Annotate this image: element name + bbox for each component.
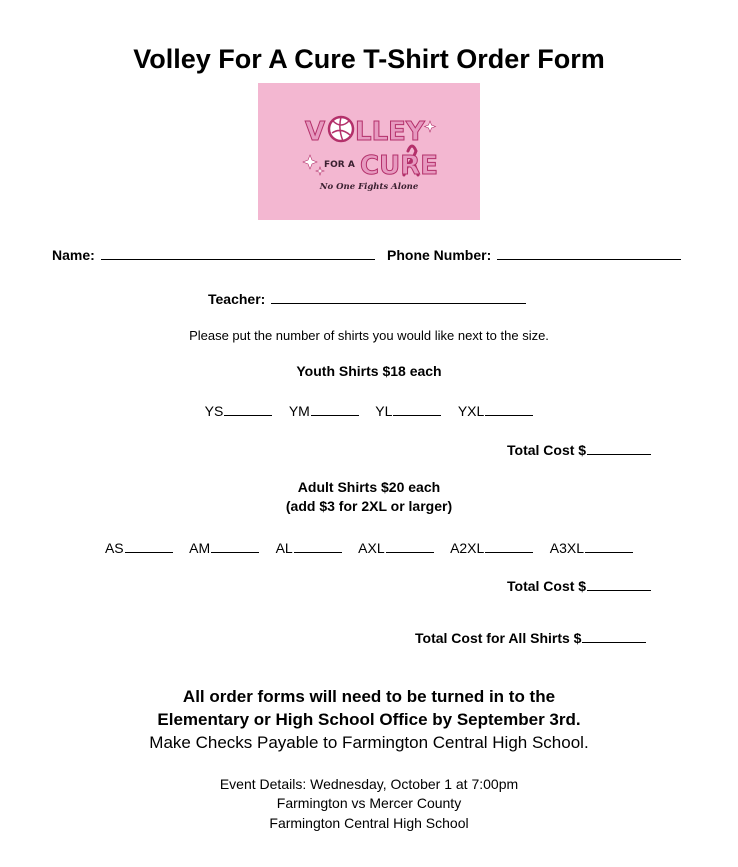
teacher-label: Teacher: bbox=[208, 291, 266, 307]
adult-size-al[interactable] bbox=[276, 538, 342, 556]
name-label: Name: bbox=[52, 247, 95, 263]
youth-heading: Youth Shirts $18 each bbox=[296, 363, 442, 379]
adult-size-as[interactable] bbox=[105, 538, 173, 556]
logo-cure: CURE bbox=[360, 151, 438, 181]
size-label: A3XL bbox=[549, 540, 585, 556]
size-label: YL bbox=[375, 403, 393, 419]
size-label: AS bbox=[104, 540, 124, 556]
grand-total-row[interactable] bbox=[415, 628, 646, 646]
grand-total-label: Total Cost for All Shirts $ bbox=[415, 630, 582, 646]
instructions-text: Please put the number of shirts you would like next to the size. bbox=[189, 328, 549, 343]
logo-tagline: No One Fights Alone bbox=[319, 182, 419, 192]
logo-for-a: FOR A bbox=[324, 160, 355, 170]
adult-size-am[interactable] bbox=[189, 538, 259, 556]
youth-size-ym[interactable] bbox=[289, 401, 359, 419]
volley-for-a-cure-logo bbox=[258, 83, 480, 220]
phone-input-line[interactable] bbox=[497, 245, 681, 260]
event-details: Event Details: Wednesday, October 1 at 7:00pm bbox=[219, 776, 519, 792]
youth-size-ys[interactable] bbox=[205, 401, 273, 419]
name-field-row bbox=[52, 245, 375, 263]
size-label: YS bbox=[204, 403, 224, 419]
youth-size-yl[interactable] bbox=[375, 401, 441, 419]
volleyball-icon bbox=[329, 117, 353, 141]
youth-total-row[interactable] bbox=[507, 440, 651, 458]
notice-line-2: Elementary or High School Office by September 3rd. bbox=[157, 710, 581, 729]
notice-line-1: All order forms will need to be turned in to the bbox=[182, 687, 556, 706]
size-label: YM bbox=[288, 403, 310, 419]
size-label: AL bbox=[275, 540, 293, 556]
youth-size-yxl[interactable] bbox=[458, 401, 533, 419]
adult-size-axl[interactable] bbox=[358, 538, 433, 556]
size-label: AXL bbox=[358, 540, 385, 556]
adult-total-row[interactable] bbox=[507, 576, 651, 594]
size-label: YXL bbox=[457, 403, 485, 419]
adult-heading-price: Adult Shirts $20 each bbox=[297, 479, 441, 495]
teacher-field-row bbox=[208, 289, 526, 307]
adult-heading-note: (add $3 for 2XL or larger) bbox=[285, 498, 453, 514]
adult-size-row bbox=[0, 538, 738, 558]
youth-size-row bbox=[0, 401, 738, 421]
adult-total-label: Total Cost $ bbox=[507, 578, 587, 594]
size-label: AM bbox=[189, 540, 211, 556]
page-title: Volley For A Cure T-Shirt Order Form bbox=[133, 44, 605, 74]
name-input-line[interactable] bbox=[101, 245, 375, 260]
logo-graphic bbox=[258, 83, 480, 220]
youth-total-label: Total Cost $ bbox=[507, 442, 587, 458]
size-label: A2XL bbox=[450, 540, 485, 556]
event-location: Farmington Central High School bbox=[269, 815, 469, 831]
phone-label: Phone Number: bbox=[387, 247, 492, 263]
teacher-input-line[interactable] bbox=[271, 289, 526, 304]
logo-lley: LLEY bbox=[355, 117, 425, 147]
phone-field-row bbox=[387, 245, 681, 263]
event-matchup: Farmington vs Mercer County bbox=[276, 795, 462, 811]
logo-v: V bbox=[305, 117, 326, 147]
notice-line-3: Make Checks Payable to Farmington Central High School. bbox=[149, 733, 589, 752]
adult-size-a2xl[interactable] bbox=[450, 538, 533, 556]
adult-size-a3xl[interactable] bbox=[550, 538, 633, 556]
